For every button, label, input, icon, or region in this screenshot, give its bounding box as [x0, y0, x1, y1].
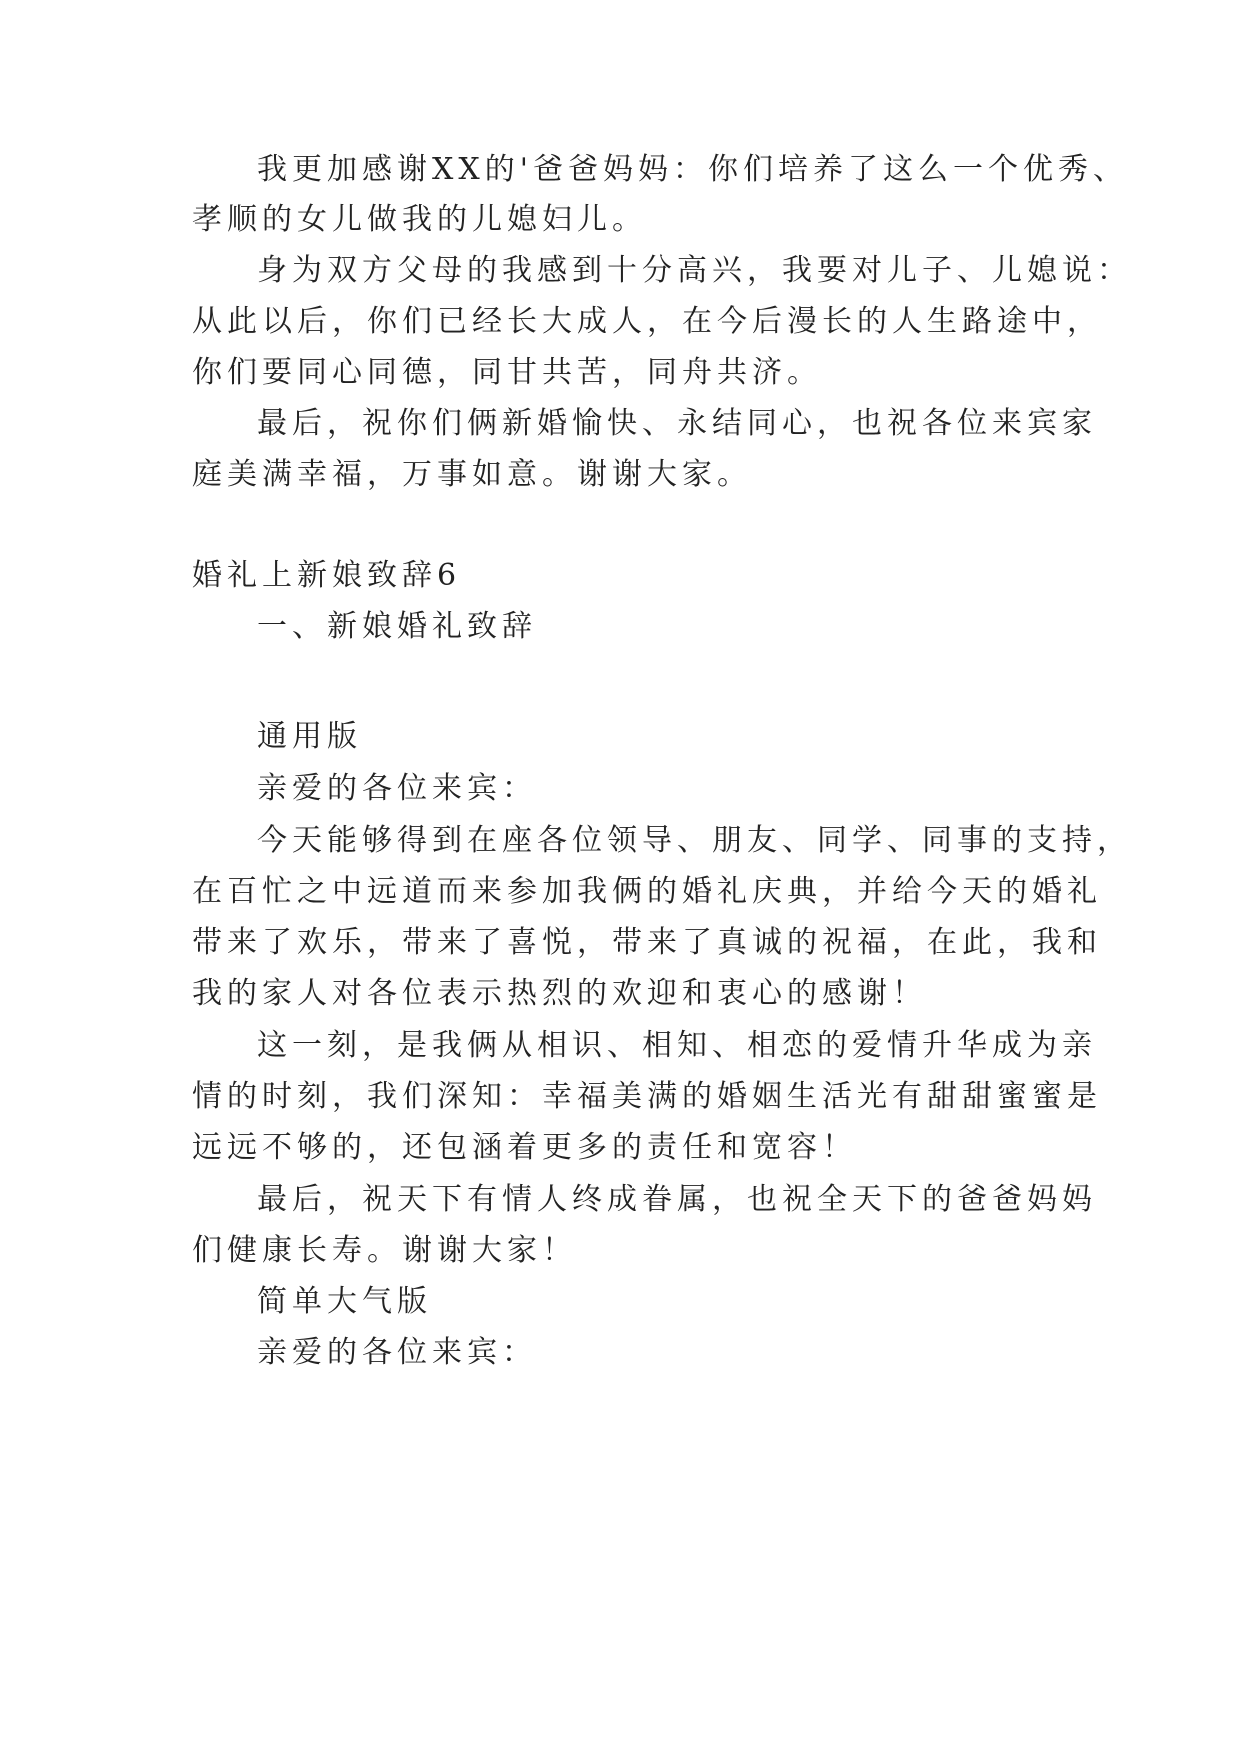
body-line: 你们要同心同德，同甘共苦，同舟共济。 — [192, 355, 822, 390]
body-line: 我的家人对各位表示热烈的欢迎和衷心的感谢！ — [192, 976, 927, 1011]
salutation: 亲爱的各位来宾： — [257, 1335, 537, 1370]
body-line: 孝顺的女儿做我的儿媳妇儿。 — [192, 202, 647, 237]
section-title: 婚礼上新娘致辞6 — [192, 558, 462, 593]
body-line: 我更加感谢XX的'爸爸妈妈：你们培养了这么一个优秀、 — [257, 152, 1128, 187]
subsection-title: 一、新娘婚礼致辞 — [257, 609, 537, 644]
body-line: 带来了欢乐，带来了喜悦，带来了真诚的祝福，在此，我和 — [192, 925, 1102, 960]
body-line: 庭美满幸福，万事如意。谢谢大家。 — [192, 457, 752, 492]
body-line: 从此以后，你们已经长大成人，在今后漫长的人生路途中， — [192, 304, 1102, 339]
body-line: 最后，祝天下有情人终成眷属，也祝全天下的爸爸妈妈 — [257, 1182, 1097, 1217]
body-line: 身为双方父母的我感到十分高兴，我要对儿子、儿媳说： — [257, 253, 1132, 288]
body-line: 远远不够的，还包涵着更多的责任和宽容！ — [192, 1130, 857, 1165]
body-line: 最后，祝你们俩新婚愉快、永结同心，也祝各位来宾家 — [257, 406, 1097, 441]
body-line: 们健康长寿。谢谢大家！ — [192, 1233, 577, 1268]
body-line: 这一刻，是我俩从相识、相知、相恋的爱情升华成为亲 — [257, 1028, 1097, 1063]
body-line: 今天能够得到在座各位领导、朋友、同学、同事的支持， — [257, 823, 1132, 858]
body-line: 情的时刻，我们深知：幸福美满的婚姻生活光有甜甜蜜蜜是 — [192, 1079, 1102, 1114]
version-heading: 简单大气版 — [257, 1284, 432, 1319]
version-heading: 通用版 — [257, 719, 362, 754]
salutation: 亲爱的各位来宾： — [257, 771, 537, 806]
body-line: 在百忙之中远道而来参加我俩的婚礼庆典，并给今天的婚礼 — [192, 874, 1102, 909]
